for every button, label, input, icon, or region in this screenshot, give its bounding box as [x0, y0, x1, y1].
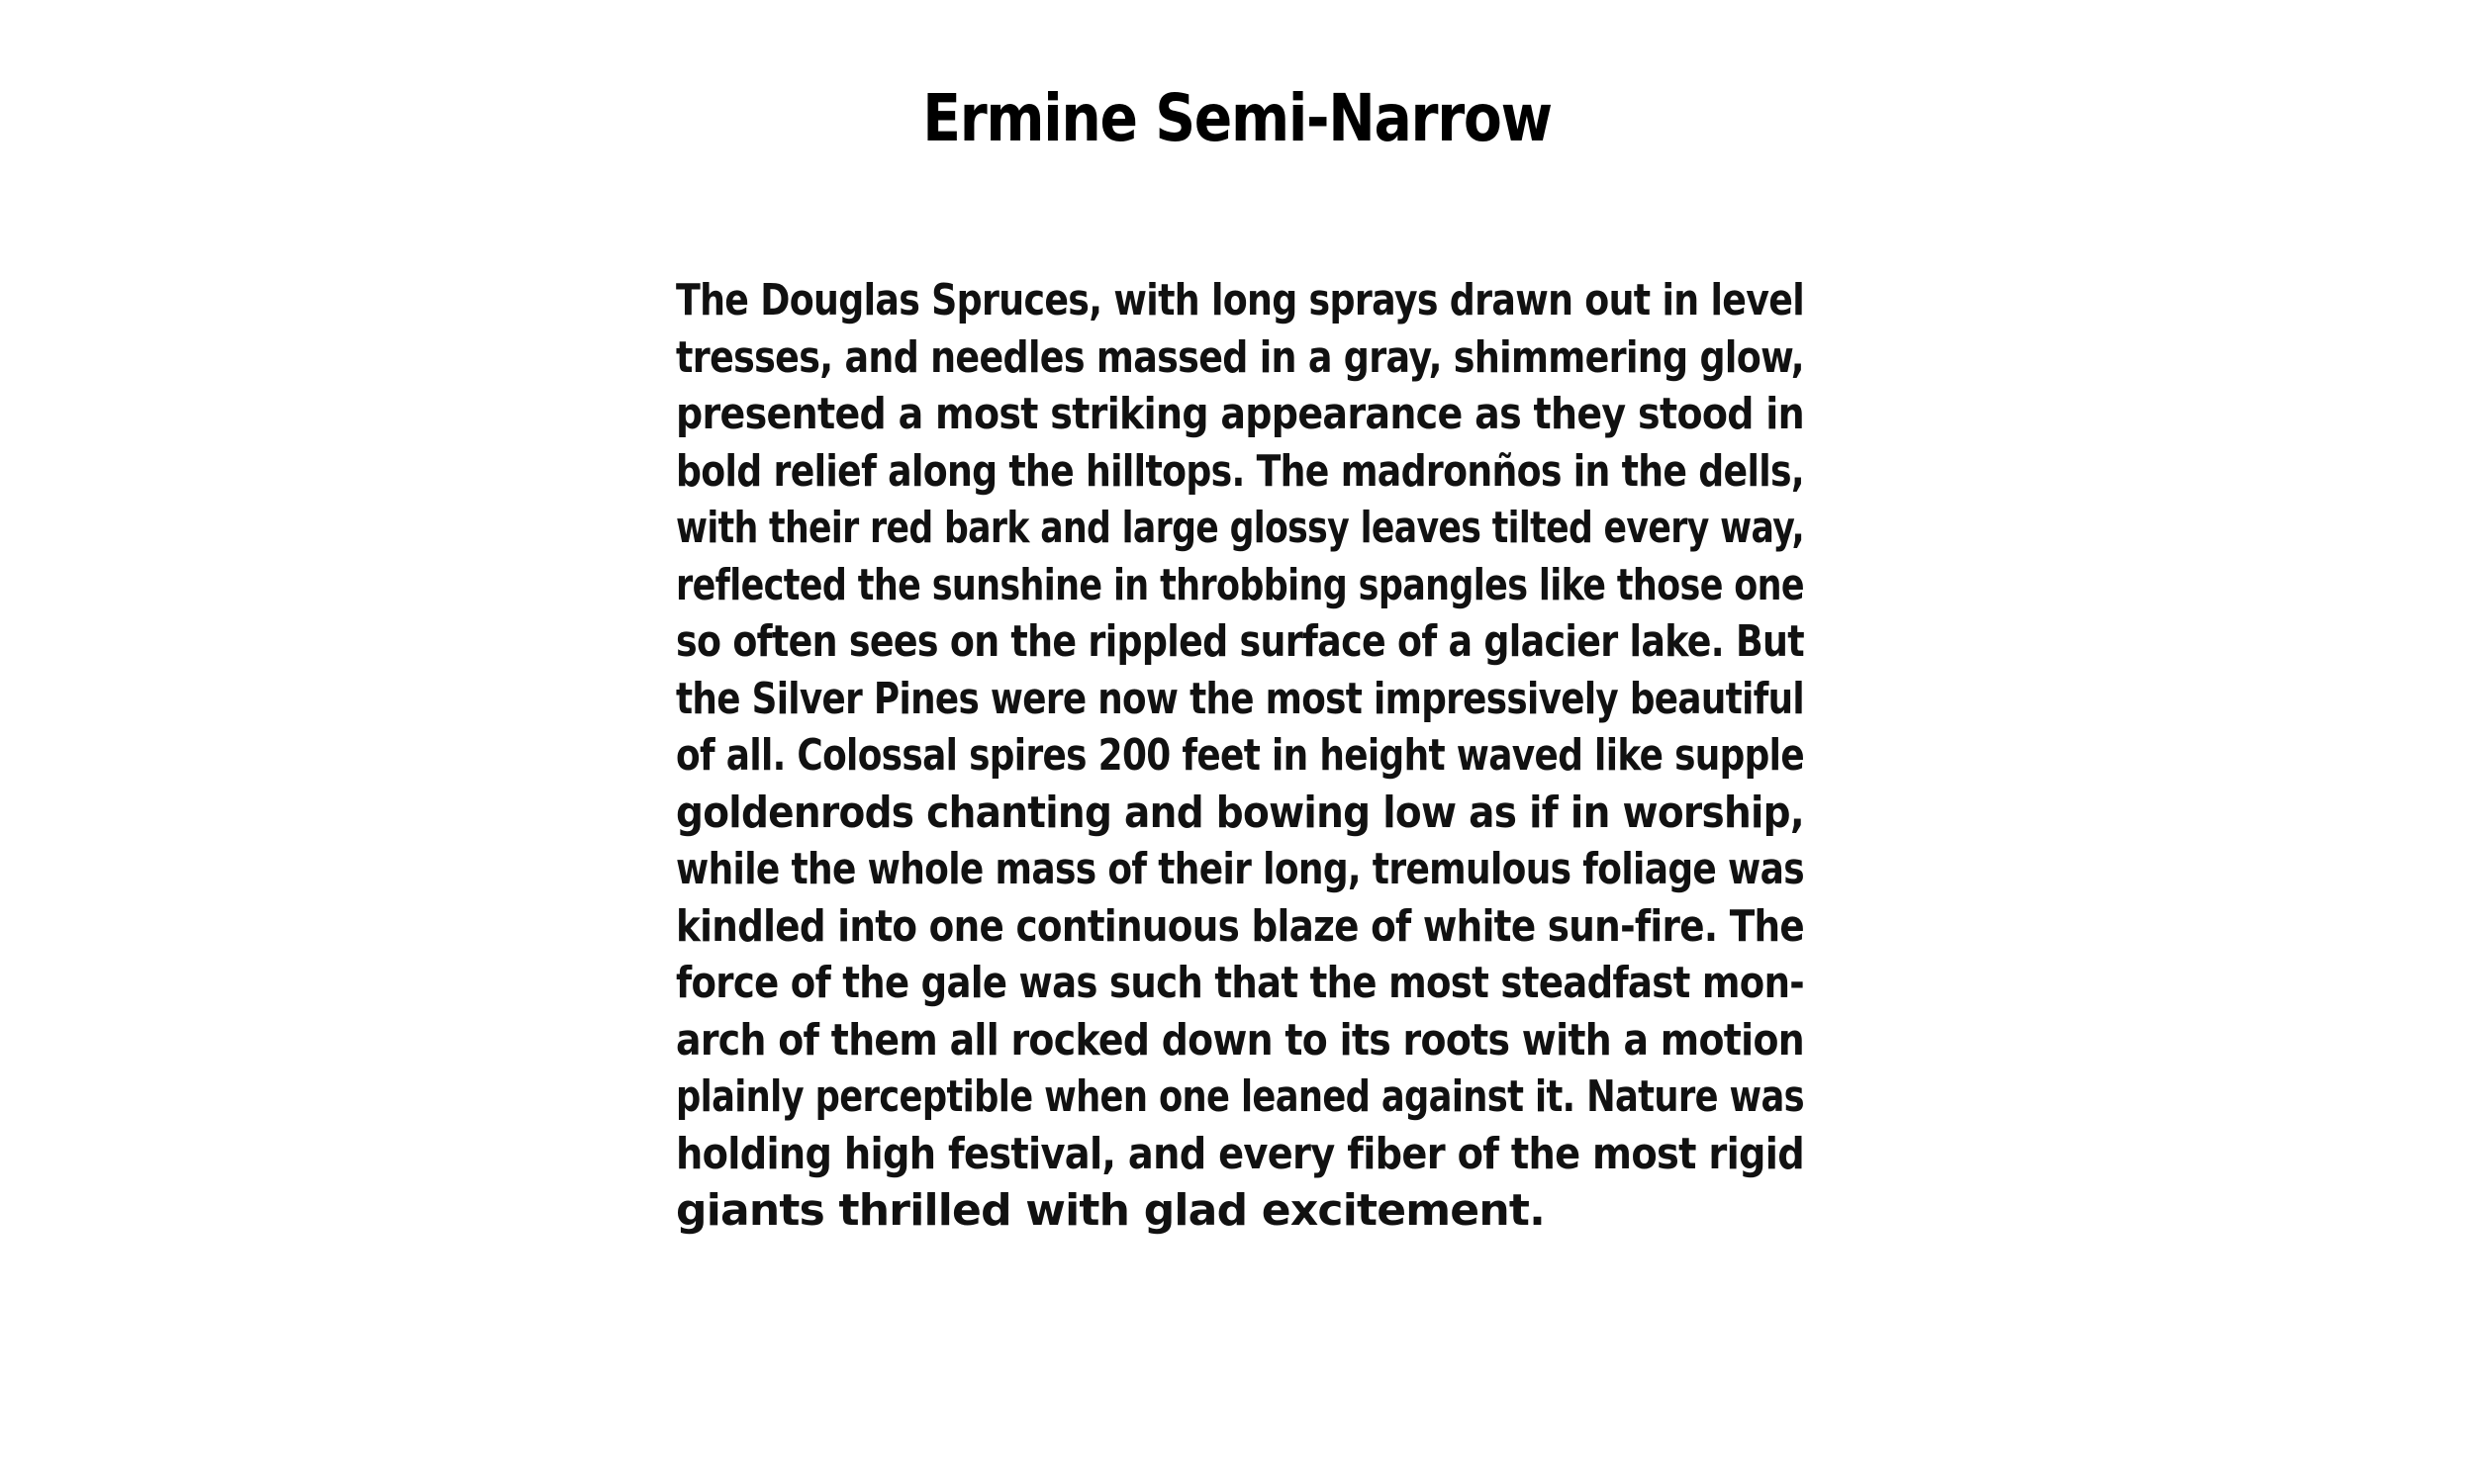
paragraph-line: force of the gale was such that the most steadfast mon-	[676, 958, 1804, 1008]
paragraph-line: arch of them all rocked down to its roots with a motion	[676, 1014, 1804, 1066]
paragraph-line: plainly perceptible when one leaned against it. Nature was	[676, 1071, 1804, 1122]
page-title: Ermine Semi-Narrow	[922, 80, 1552, 156]
paragraph-line: The Douglas Spruces, with long sprays drawn out in level	[676, 275, 1804, 325]
paragraph-line: bold relief along the hilltops. The madronños in the dells,	[676, 445, 1804, 497]
paragraph-line: of all. Colossal spires 200 feet in height waved like supple	[676, 730, 1804, 781]
paragraph-line: holding high festival, and every fiber of the most rigid	[676, 1128, 1804, 1179]
paragraph-line: goldenrods chanting and bowing low as if in worship,	[676, 787, 1804, 838]
paragraph-line: presented a most striking appearance as they stood in	[676, 389, 1804, 439]
body-paragraph	[676, 272, 1804, 1240]
paragraph-line: tresses, and needles massed in a gray, shimmering glow,	[676, 331, 1804, 383]
paragraph-line: the Silver Pines were now the most impressively beautiful	[676, 673, 1804, 724]
paragraph-line: kindled into one continuous blaze of white sun-fire. The	[676, 900, 1804, 952]
paragraph-line: so often sees on the rippled surface of a glacier lake. But	[676, 616, 1804, 667]
paragraph-line: while the whole mass of their long, tremulous foliage was	[676, 844, 1804, 894]
paragraph-line: reflected the sunshine in throbbing spangles like those one	[676, 559, 1804, 610]
paragraph-line: giants thrilled with glad excitement.	[676, 1185, 1546, 1236]
paragraph-line: with their red bark and large glossy leaves tilted every way,	[676, 503, 1804, 553]
